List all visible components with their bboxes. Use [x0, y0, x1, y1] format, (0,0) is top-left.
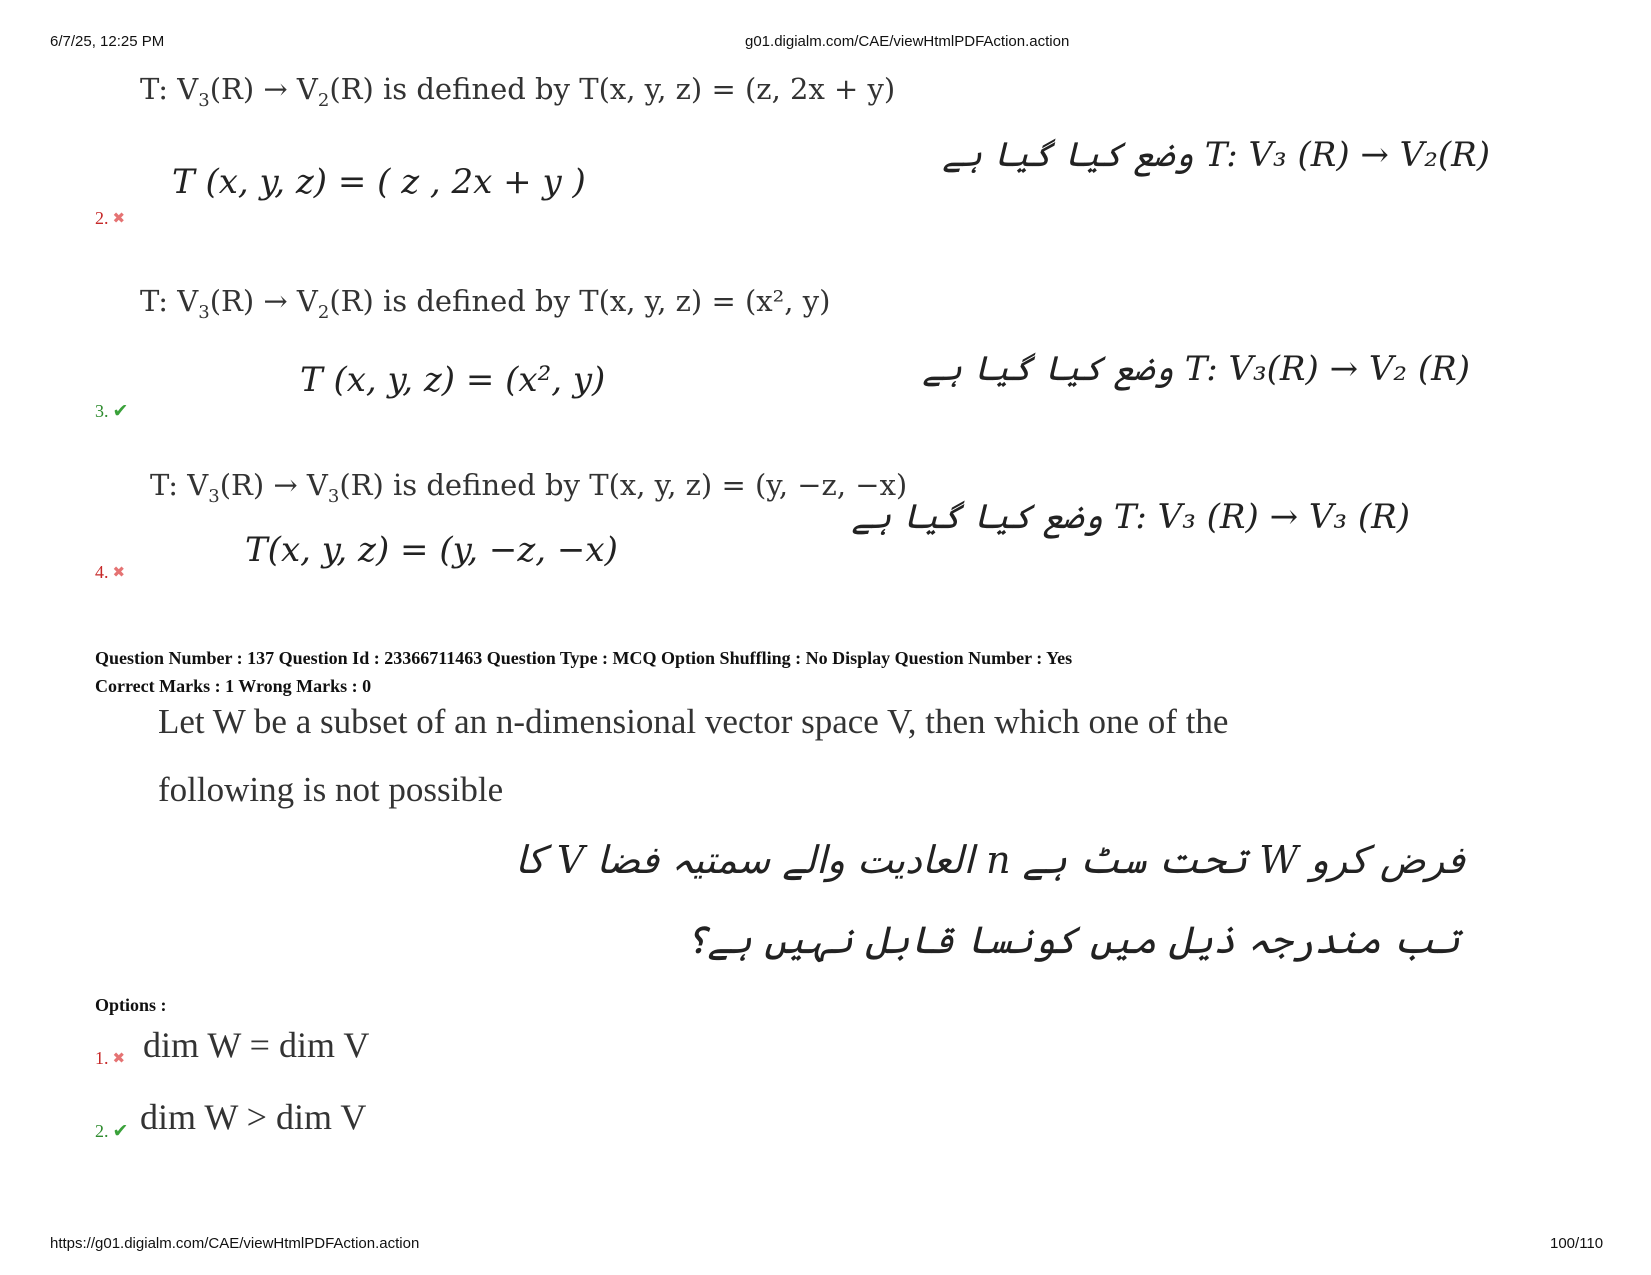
cross-icon: ✖	[112, 211, 126, 227]
question-text-line-1: Let W be a subset of an n-dimensional vector space V, then which one of the	[158, 702, 1229, 741]
option-4-handwritten-urdu: T: V₃ (R) → V₃ (R) وضع کیا گیا ہے	[851, 497, 1410, 537]
option-2-number: 2.	[95, 208, 109, 228]
option-2-new-text: dim W > dim V	[140, 1097, 367, 1137]
option-1-number: 1.	[95, 1048, 109, 1068]
option-4-statement: T: $V_3(R) \to V_3(R)$ is defined by T(x, y, z) = (y, −z, −x)	[150, 468, 908, 507]
cross-icon: ✖	[112, 565, 126, 581]
option-1-marker	[95, 1048, 125, 1069]
option-4-marker	[95, 562, 125, 583]
option-3-marker	[95, 400, 128, 423]
question-meta-line-2: Correct Marks : 1 Wrong Marks : 0	[95, 676, 372, 696]
options-label: Options :	[95, 995, 167, 1015]
option-3-handwritten-formula: T (x, y, z) = (x², y)	[300, 360, 606, 400]
print-datetime: 6/7/25, 12:25 PM	[50, 33, 165, 50]
option-2-new-number: 2.	[95, 1121, 109, 1141]
question-meta-line-1: Question Number : 137 Question Id : 23366711463 Question Type : MCQ Option Shuffling : No Display Question Number : Yes	[95, 648, 1073, 668]
cross-icon: ✖	[112, 1051, 126, 1067]
option-3-number: 3.	[95, 401, 109, 421]
option-4-number: 4.	[95, 562, 109, 582]
check-icon: ✔	[112, 1121, 129, 1142]
print-page-number: 100/110	[1550, 1235, 1604, 1252]
option-2-new-marker	[95, 1120, 128, 1143]
question-text-line-2: following is not possible	[158, 770, 504, 809]
option-2-marker	[95, 208, 125, 229]
check-icon: ✔	[112, 401, 129, 422]
print-page-title: g01.digialm.com/CAE/viewHtmlPDFAction.action	[745, 33, 1070, 50]
print-footer-url: https://g01.digialm.com/CAE/viewHtmlPDFAction.action	[50, 1235, 420, 1252]
option-2-handwritten-formula: T (x, y, z) = ( z , 2x + y )	[172, 162, 586, 202]
option-3-handwritten-urdu: T: V₃(R) → V₂ (R) وضع کیا گیا ہے	[922, 349, 1470, 389]
option-2-statement: T: $V_3(R) \to V_2(R)$ is defined by T(x, y, z) = (z, 2x + y)	[140, 72, 896, 111]
option-3-statement: T: $V_3(R) \to V_2(R)$ is defined by T(x, y, z) = (x², y)	[140, 284, 831, 323]
option-4-handwritten-formula: T(x, y, z) = (y, −z, −x)	[245, 530, 618, 570]
question-urdu-line-2: تب مندرجہ ذیل میں کونسا قابل نہیں ہے؟	[685, 918, 1460, 962]
option-1-text: dim W = dim V	[143, 1025, 370, 1065]
option-2-handwritten-urdu: T: V₃ (R) → V₂(R) وضع کیا گیا ہے	[942, 135, 1490, 175]
question-urdu-line-1: فرض کرو W تحت سٹ ہے n العادیت والے سمتیہ فضا V کا	[515, 838, 1465, 882]
